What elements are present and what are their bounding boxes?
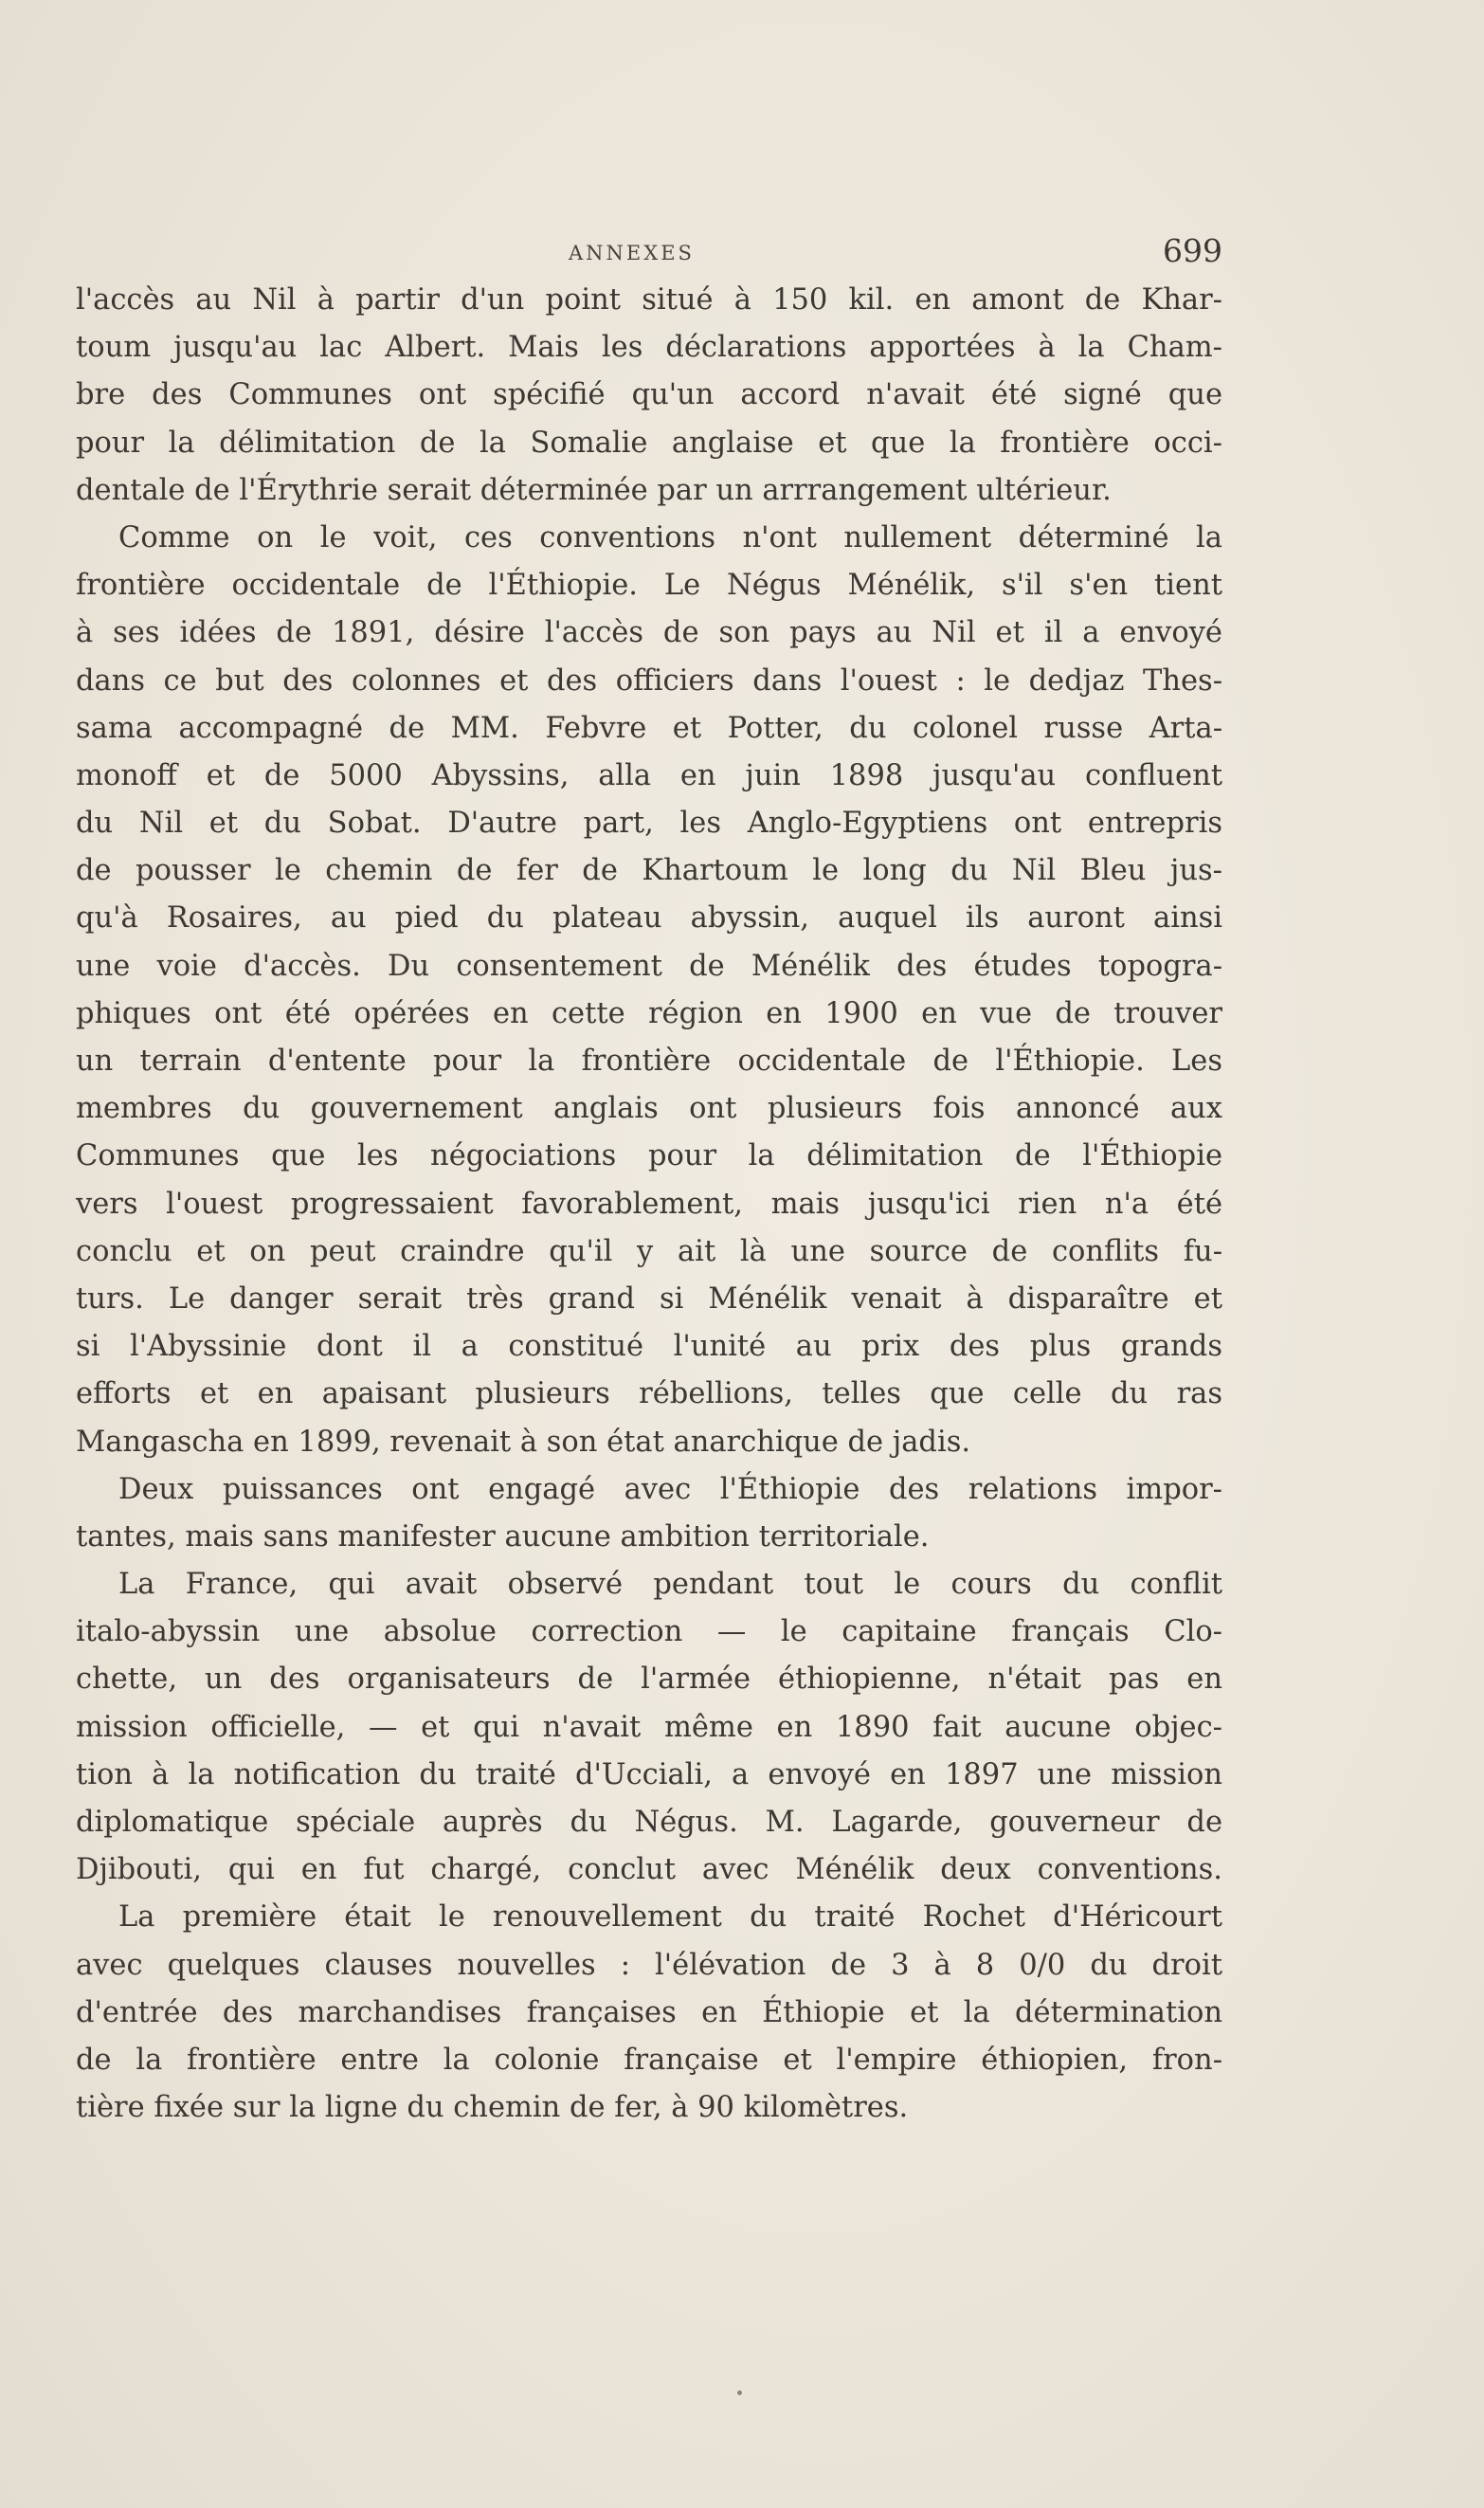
text-line: turs. Le danger serait très grand si Ménélik venait à disparaître et: [76, 1281, 1222, 1316]
text-line: conclu et on peut craindre qu'il y ait là une source de conflits fu-: [76, 1234, 1222, 1268]
text-line: sama accompagné de MM. Febvre et Potter, du colonel russe Arta-: [76, 711, 1222, 745]
body-text: [76, 277, 1222, 2132]
text-line: une voie d'accès. Du consentement de Ménélik des études topogra-: [76, 949, 1222, 983]
text-line: de pousser le chemin de fer de Khartoum le long du Nil Bleu jus-: [76, 854, 1222, 888]
text-line: qu'à Rosaires, au pied du plateau abyssin, auquel ils auront ainsi: [76, 901, 1222, 936]
text-line: pour la délimitation de la Somalie anglaise et que la frontière occi-: [76, 426, 1222, 460]
text-line: La première était le renouvellement du traité Rochet d'Héricourt: [118, 1900, 1222, 1935]
text-line: du Nil et du Sobat. D'autre part, les Anglo-Egyptiens ont entrepris: [76, 807, 1222, 841]
text-line: italo-abyssin une absolue correction — le capitaine français Clo-: [76, 1615, 1222, 1649]
text-line: bre des Communes ont spécifié qu'un accord n'avait été signé que: [76, 378, 1222, 412]
text-line: toum jusqu'au lac Albert. Mais les déclarations apportées à la Cham-: [76, 331, 1222, 365]
text-line: dentale de l'Érythrie serait déterminée par un arrrangement ultérieur.: [76, 473, 1112, 507]
text-line: de la frontière entre la colonie française et l'empire éthiopien, fron-: [76, 2043, 1222, 2077]
text-line: monoff et de 5000 Abyssins, alla en juin 1898 jusqu'au confluent: [76, 758, 1222, 792]
text-line: d'entrée des marchandises françaises en Éthiopie et la détermination: [76, 1995, 1222, 2029]
text-line: phiques ont été opérées en cette région en 1900 en vue de trouver: [76, 996, 1222, 1030]
text-line: avec quelques clauses nouvelles : l'élévation de 3 à 8 0/0 du droit: [76, 1948, 1222, 1982]
text-line: dans ce but des colonnes et des officiers dans l'ouest : le dedjaz Thes-: [76, 663, 1222, 698]
paper-speck: [737, 2390, 742, 2395]
text-line: Comme on le voit, ces conventions n'ont nullement déterminé la: [118, 520, 1222, 554]
running-head: ANNEXES: [569, 242, 695, 264]
text-line: diplomatique spéciale auprès du Négus. M. Lagarde, gouverneur de: [76, 1806, 1222, 1839]
text-line: tantes, mais sans manifester aucune ambition territoriale.: [76, 1519, 930, 1554]
text-line: un terrain d'entente pour la frontière occidentale de l'Éthiopie. Les: [76, 1045, 1222, 1078]
text-line: l'accès au Nil à partir d'un point situé à 150 kil. en amont de Khar-: [76, 283, 1222, 317]
text-line: Mangascha en 1899, revenait à son état anarchique de jadis.: [76, 1425, 971, 1459]
text-line: frontière occidentale de l'Éthiopie. Le Négus Ménélik, s'il s'en tient: [76, 569, 1222, 603]
text-line: si l'Abyssinie dont il a constitué l'unité au prix des plus grands: [76, 1330, 1222, 1364]
text-line: La France, qui avait observé pendant tout le cours du conflit: [118, 1568, 1222, 1602]
page-header: [76, 232, 1222, 270]
text-line: membres du gouvernement anglais ont plusieurs fois annoncé aux: [76, 1092, 1222, 1126]
text-line: tière fixée sur la ligne du chemin de fer, à 90 kilomètres.: [76, 2091, 909, 2125]
text-line: Deux puissances ont engagé avec l'Éthiopie des relations impor-: [118, 1472, 1222, 1506]
text-line: Djibouti, qui en fut chargé, conclut avec Ménélik deux conventions.: [76, 1853, 1222, 1887]
text-line: mission officielle, — et qui n'avait même en 1890 fait aucune objec-: [76, 1710, 1222, 1744]
text-line: vers l'ouest progressaient favorablement, mais jusqu'ici rien n'a été: [76, 1187, 1222, 1221]
text-line: tion à la notification du traité d'Ucciali, a envoyé en 1897 une mission: [76, 1757, 1222, 1791]
text-line: à ses idées de 1891, désire l'accès de son pays au Nil et il a envoyé: [76, 616, 1222, 650]
page-number: 699: [1163, 232, 1222, 269]
text-line: Communes que les négociations pour la délimitation de l'Éthiopie: [76, 1139, 1222, 1173]
text-line: chette, un des organisateurs de l'armée éthiopienne, n'était pas en: [76, 1663, 1222, 1697]
text-line: efforts et en apaisant plusieurs rébellions, telles que celle du ras: [76, 1377, 1222, 1411]
